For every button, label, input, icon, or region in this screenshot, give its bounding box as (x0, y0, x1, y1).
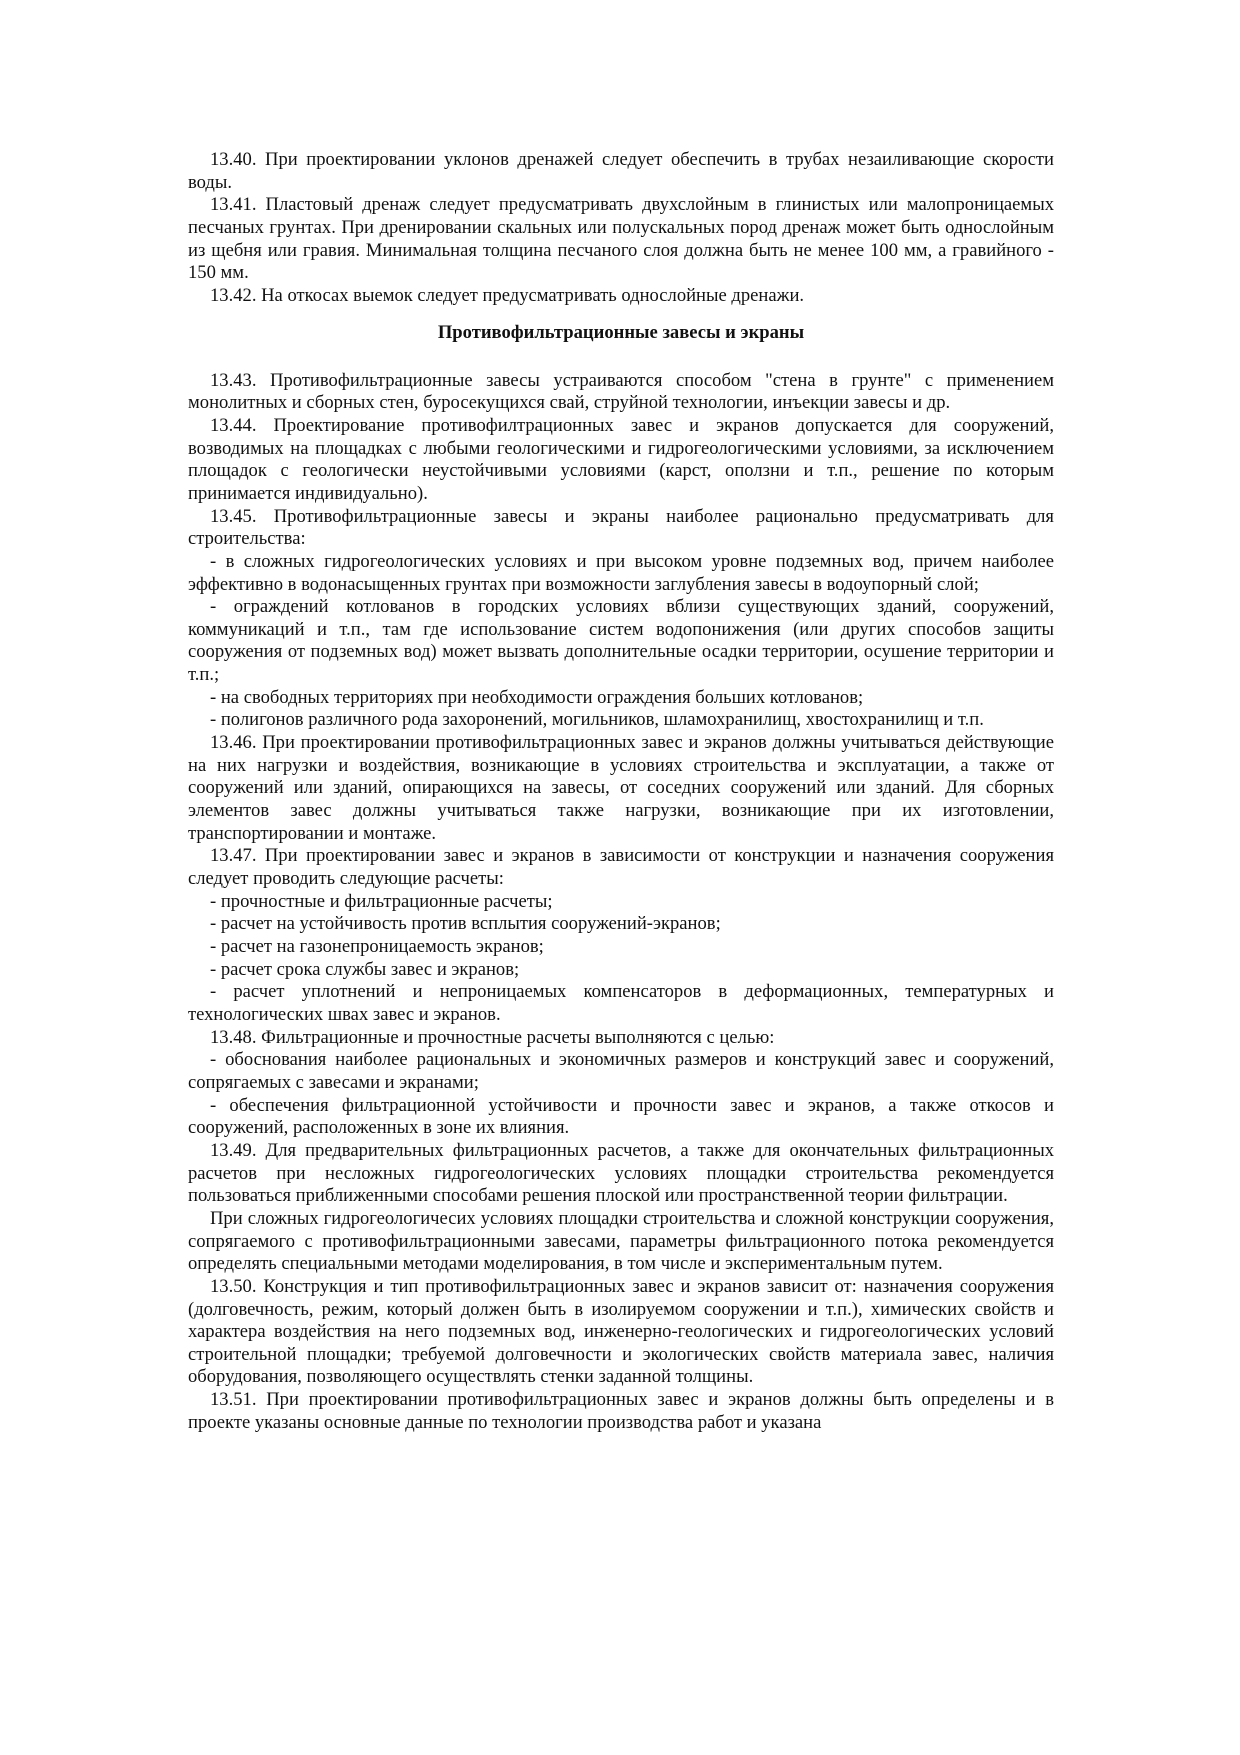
list-item: - расчет на газонепроницаемость экранов; (210, 936, 544, 957)
paragraph-13-43: 13.43. Противофильтрационные завесы устраиваются способом "стена в грунте" с применением монолитных и сборных стен, буросекущихся свай, струйной технологии, инъекции завесы и др. (188, 369, 1054, 414)
document-page (188, 149, 1054, 1434)
paragraph-13-47: 13.47. При проектировании завес и экранов в зависимости от конструкции и назначения сооружения следует проводить следующие расчеты: (188, 845, 1054, 890)
list-item: - обоснования наиболее рациональных и экономичных размеров и конструкций завес и сооружений, сопрягаемых с завесами и экранами; (188, 1049, 1054, 1093)
list-item: - расчет уплотнений и непроницаемых компенсаторов в деформационных, температурных и технологических швах завес и экранов. (188, 981, 1054, 1025)
list-item: - полигонов различного рода захоронений, могильников, шламохранилищ, хвостохранилищ и т.п. (210, 709, 984, 731)
paragraph-13-44: 13.44. Проектирование противофилтрационных завес и экранов допускается для сооружений, возводимых на площадках с любыми геологическими и гидрогеологическими условиями, за исключением площадок с геологически неустойчивыми условиями (карст, оползни и т.п., решение по которым принимается индивидуально). (188, 414, 1054, 504)
paragraph-13-42: 13.42. На откосах выемок следует предусматривать однослойные дренажи. (210, 284, 805, 306)
list-item: - ограждений котлованов в городских условиях вблизи существующих зданий, сооружений, коммуникаций и т.п., там где использование систем водопонижения (или других способов защиты сооружения от подземных вод) может вызвать дополнительные осадки территории, осушение территории и т.п.; (188, 596, 1054, 686)
paragraph-13-49-continued: При сложных гидрогеологичесих условиях площадки строительства и сложной конструкции сооружения, сопрягаемого с противофильтрационными завесами, параметры фильтрационного потока рекомендуется определять специальными методами моделирования, в том числе и экспериментальным путем. (188, 1207, 1054, 1275)
section-heading: Противофильтрационные завесы и экраны (437, 321, 805, 343)
paragraph-13-50: 13.50. Конструкция и тип противофильтрационных завес и экранов зависит от: назначения сооружения (долговечность, режим, который должен быть в изолируемом сооружении и т.п.), химических свойств и характера воздействия на него подземных вод, инженерно-геологических и гидрогеологических условий строительной площадки; требуемой долговечности и экологических свойств материала завес, наличия оборудования, позволяющего осуществлять стенки заданной толщины. (188, 1275, 1054, 1388)
paragraph-13-46: 13.46. При проектировании противофильтрационных завес и экранов должны учитываться действующие на них нагрузки и воздействия, возникающие в условиях строительства и эксплуатации, а также от сооружений или зданий, опирающихся на завесы, от соседних сооружений или зданий. Для сборных элементов завес должны учитываться также нагрузки, возникающие при их изготовлении, транспортировании и монтаже. (188, 732, 1054, 844)
list-item: - расчет на устойчивость против всплытия сооружений-экранов; (210, 913, 721, 935)
paragraph-13-45: 13.45. Противофильтрационные завесы и экраны наиболее рационально предусматривать для строительства: (188, 505, 1054, 550)
list-item: - обеспечения фильтрационной устойчивости и прочности завес и экранов, а также откосов и сооружений, расположенных в зоне их влияния. (188, 1094, 1054, 1139)
list-item: - расчет срока службы завес и экранов; (210, 958, 520, 980)
paragraph-13-49: 13.49. Для предварительных фильтрационных расчетов, а также для окончательных фильтрационных расчетов при несложных гидрогеологических условиях площадки строительства рекомендуется пользоваться приближенными способами решения плоской или пространственной теории фильтрации. (188, 1139, 1054, 1207)
paragraph-13-40: 13.40. При проектировании уклонов дренажей следует обеспечить в трубах незаиливающие скорости воды. (188, 149, 1054, 193)
paragraph-13-51: 13.51. При проектировании противофильтрационных завес и экранов должны быть определены и в проекте указаны основные данные по технологии производства работ и указана (188, 1389, 1054, 1433)
paragraph-13-41: 13.41. Пластовый дренаж следует предусматривать двухслойным в глинистых или малопроницаемых песчаных грунтах. При дренировании скальных или полускальных пород дренаж может быть однослойным из щебня или гравия. Минимальная толщина песчаного слоя должна быть не менее 100 мм, а гравийного - 150 мм. (188, 194, 1054, 284)
list-item: - прочностные и фильтрационные расчеты; (210, 890, 553, 912)
paragraph-13-48: 13.48. Фильтрационные и прочностные расчеты выполняются с целью: (210, 1026, 775, 1048)
list-item: - на свободных территориях при необходимости ограждения больших котлованов; (210, 686, 864, 708)
list-item: - в сложных гидрогеологических условиях и при высоком уровне подземных вод, причем наиболее эффективно в водонасыщенных грунтах при возможности заглубления завесы в водоупорный слой; (188, 550, 1054, 595)
